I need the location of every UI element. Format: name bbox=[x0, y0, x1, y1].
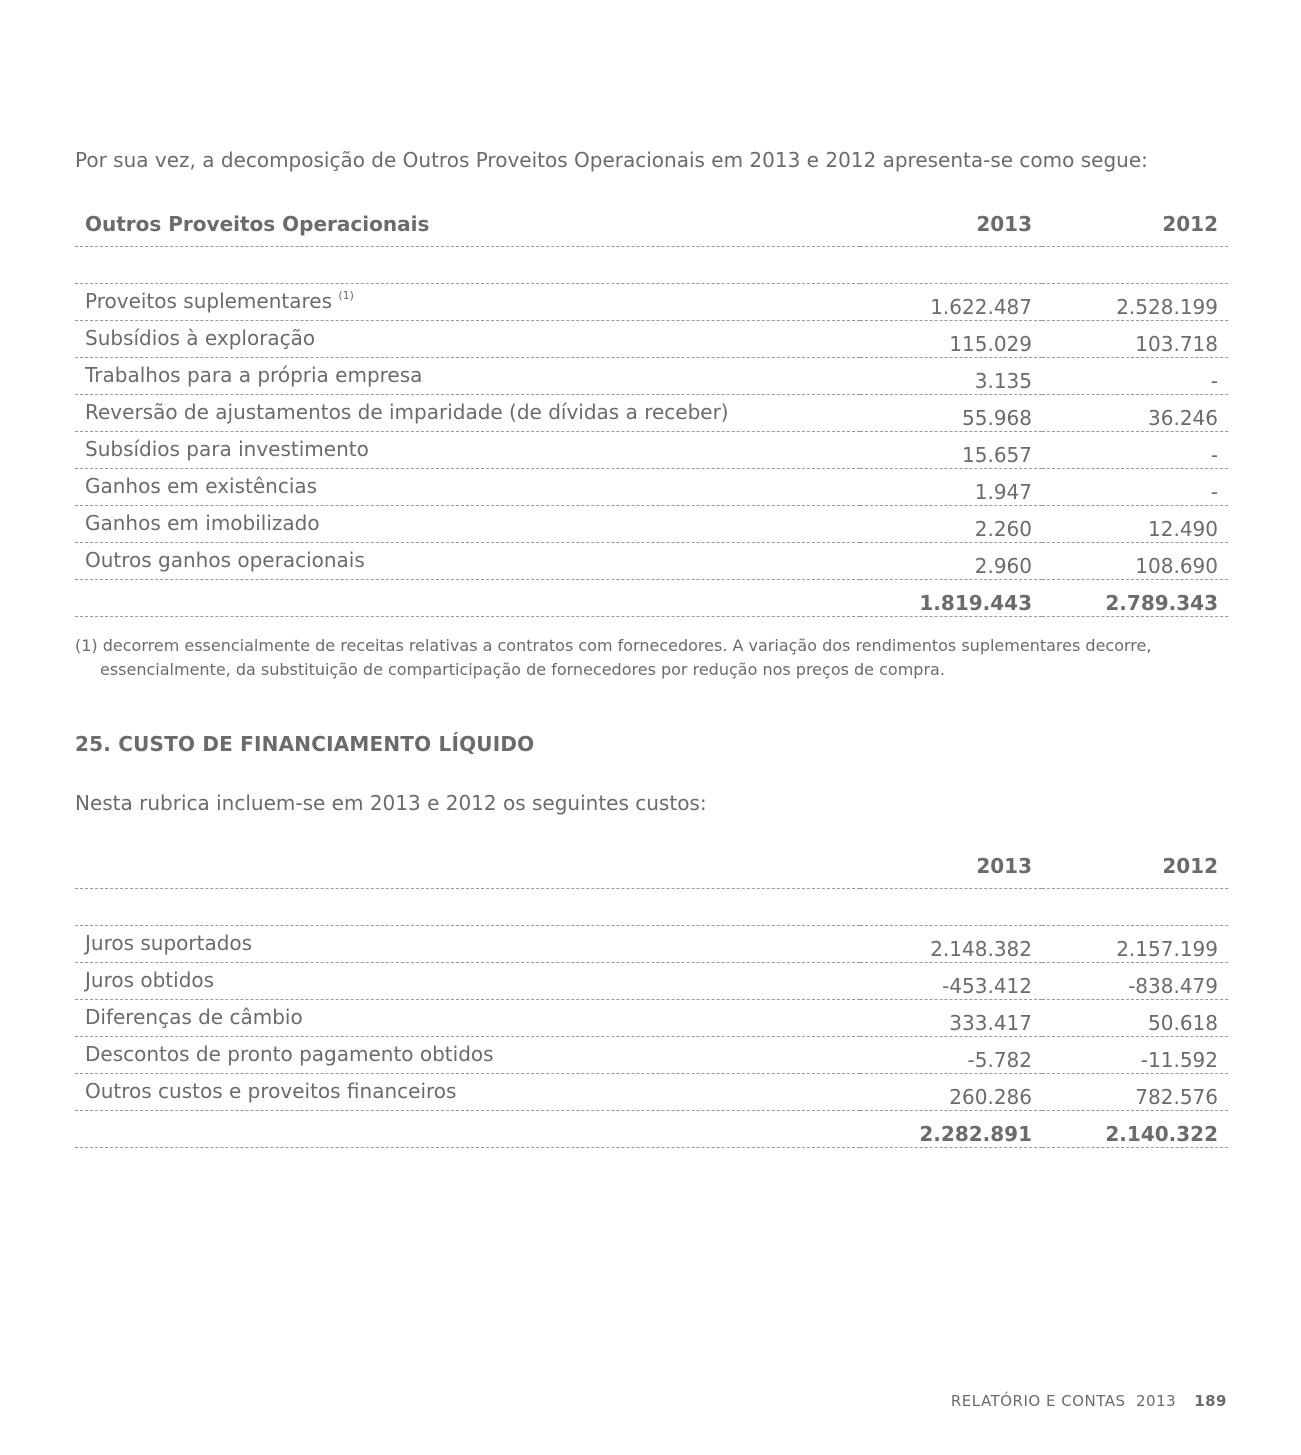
custo-financiamento-table bbox=[75, 852, 1228, 1148]
table-row bbox=[75, 469, 1228, 506]
spacer-row bbox=[75, 889, 1228, 926]
total-label bbox=[75, 1111, 860, 1148]
total-2013: 1.819.443 bbox=[860, 580, 1042, 617]
table-row bbox=[75, 506, 1228, 543]
intro-text-2: Nesta rubrica incluem-se em 2013 e 2012 os seguintes custos: bbox=[75, 791, 707, 815]
row-value-2013: -5.782 bbox=[860, 1037, 1042, 1074]
table-row bbox=[75, 321, 1228, 358]
row-label: Trabalhos para a própria empresa bbox=[75, 358, 860, 395]
table-row bbox=[75, 1037, 1228, 1074]
row-value-2012: 12.490 bbox=[1042, 506, 1228, 543]
row-label: Diferenças de câmbio bbox=[75, 1000, 860, 1037]
row-label: Juros suportados bbox=[75, 926, 860, 963]
row-label: Juros obtidos bbox=[75, 963, 860, 1000]
row-label: Subsídios para investimento bbox=[75, 432, 860, 469]
table-row bbox=[75, 1074, 1228, 1111]
row-value-2013: 15.657 bbox=[860, 432, 1042, 469]
page-number: 189 bbox=[1194, 1392, 1227, 1410]
row-value-2012: - bbox=[1042, 358, 1228, 395]
header-2012: 2012 bbox=[1042, 210, 1228, 247]
table-row bbox=[75, 358, 1228, 395]
row-label: Reversão de ajustamentos de imparidade (de dívidas a receber) bbox=[75, 395, 860, 432]
row-value-2012: 782.576 bbox=[1042, 1074, 1228, 1111]
header-2013: 2013 bbox=[860, 210, 1042, 247]
total-2012: 2.789.343 bbox=[1042, 580, 1228, 617]
table-row bbox=[75, 963, 1228, 1000]
section-title: 25. CUSTO DE FINANCIAMENTO LÍQUIDO bbox=[75, 732, 535, 756]
row-value-2012: - bbox=[1042, 432, 1228, 469]
footnote-ref: (1) bbox=[338, 289, 354, 302]
row-label: Descontos de pronto pagamento obtidos bbox=[75, 1037, 860, 1074]
total-label bbox=[75, 580, 860, 617]
row-value-2012: 108.690 bbox=[1042, 543, 1228, 580]
row-label: Outros ganhos operacionais bbox=[75, 543, 860, 580]
footer-text: RELATÓRIO E CONTAS 2013 bbox=[950, 1392, 1177, 1410]
total-row bbox=[75, 580, 1228, 617]
page-footer bbox=[951, 1392, 1227, 1410]
row-label: Ganhos em imobilizado bbox=[75, 506, 860, 543]
row-value-2013: -453.412 bbox=[860, 963, 1042, 1000]
total-row bbox=[75, 1111, 1228, 1148]
row-label: Outros custos e proveitos financeiros bbox=[75, 1074, 860, 1111]
row-label: Subsídios à exploração bbox=[75, 321, 860, 358]
row-value-2013: 115.029 bbox=[860, 321, 1042, 358]
outros-proveitos-table bbox=[75, 210, 1228, 617]
row-label: Ganhos em existências bbox=[75, 469, 860, 506]
table-row bbox=[75, 432, 1228, 469]
footnote-line-1: (1) decorrem essencialmente de receitas relativas a contratos com fornecedores. A variação dos rendimentos suplementares decorre, bbox=[75, 636, 1152, 655]
row-value-2012: 2.528.199 bbox=[1042, 284, 1228, 321]
table-row bbox=[75, 926, 1228, 963]
intro-text: Por sua vez, a decomposição de Outros Proveitos Operacionais em 2013 e 2012 apresenta-se como segue: bbox=[75, 148, 1148, 172]
row-value-2013: 2.960 bbox=[860, 543, 1042, 580]
table-row bbox=[75, 395, 1228, 432]
row-value-2013: 55.968 bbox=[860, 395, 1042, 432]
row-value-2012: 50.618 bbox=[1042, 1000, 1228, 1037]
table-header-row bbox=[75, 852, 1228, 889]
footnote-line-2: essencialmente, da substituição de comparticipação de fornecedores por redução nos preços de compra. bbox=[100, 660, 945, 679]
row-value-2013: 1.622.487 bbox=[860, 284, 1042, 321]
total-2012: 2.140.322 bbox=[1042, 1111, 1228, 1148]
row-value-2013: 2.148.382 bbox=[860, 926, 1042, 963]
header-2012: 2012 bbox=[1042, 852, 1228, 889]
total-2013: 2.282.891 bbox=[860, 1111, 1042, 1148]
table-row bbox=[75, 1000, 1228, 1037]
row-value-2012: 36.246 bbox=[1042, 395, 1228, 432]
row-value-2012: - bbox=[1042, 469, 1228, 506]
footnote bbox=[75, 634, 1151, 682]
spacer-row bbox=[75, 247, 1228, 284]
row-value-2012: 2.157.199 bbox=[1042, 926, 1228, 963]
table-row bbox=[75, 284, 1228, 321]
row-value-2012: -838.479 bbox=[1042, 963, 1228, 1000]
row-label: Proveitos suplementares $^{(1)}$ bbox=[75, 284, 860, 321]
row-value-2013: 333.417 bbox=[860, 1000, 1042, 1037]
row-value-2012: 103.718 bbox=[1042, 321, 1228, 358]
row-value-2012: -11.592 bbox=[1042, 1037, 1228, 1074]
table-row bbox=[75, 543, 1228, 580]
row-value-2013: 1.947 bbox=[860, 469, 1042, 506]
header-label: Outros Proveitos Operacionais bbox=[75, 210, 860, 247]
row-value-2013: 260.286 bbox=[860, 1074, 1042, 1111]
row-value-2013: 3.135 bbox=[860, 358, 1042, 395]
table-header-row bbox=[75, 210, 1228, 247]
header-2013: 2013 bbox=[860, 852, 1042, 889]
header-label bbox=[75, 852, 860, 889]
row-value-2013: 2.260 bbox=[860, 506, 1042, 543]
